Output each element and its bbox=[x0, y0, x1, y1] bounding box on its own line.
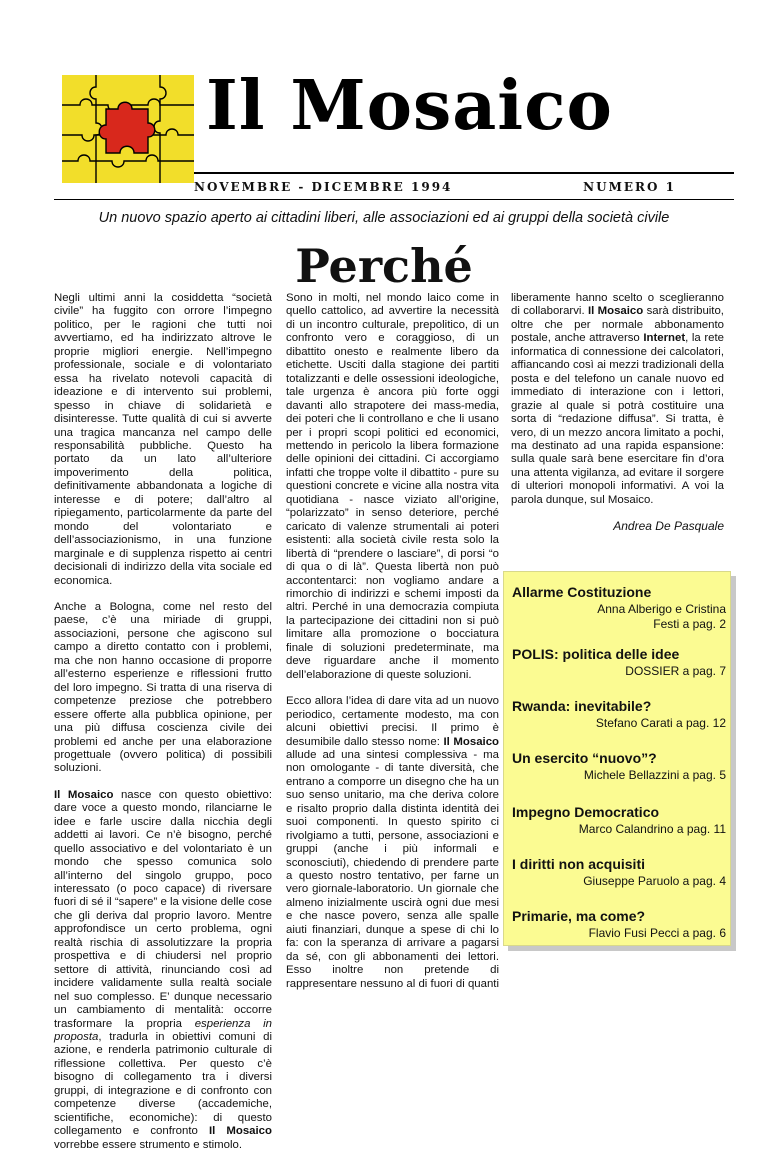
toc-item[interactable] bbox=[512, 698, 726, 731]
paragraph: Negli ultimi anni la cosiddetta “società civile” ha fuggito con orrore l’impegno politico, per le ragioni che tutti noi avvertiamo, ed ha indirizzato altrove le proprie migliori energie. Nell’impegno professionale, sociale e di volontariato essa ha rivelato notevoli capacità di ideazione e di intervento sui problemi, spesso in chiave di solidarietà e disinteresse. Tutte qualità di cui si avverte una tragica mancanza nel campo delle responsabilità pubbliche. Questo ha portato da un lato all’ulteriore impoverimento della politica, definitivamente abbandonata a logiche di interesse e di potere; dall’altro al ripiegamento, particolarmente da parte del mondo del volontariato e dell’associazionismo, in una funzione marginale e di supplenza rispetto ai centri decisionali di indirizzo della vita sociale ed economica. bbox=[54, 292, 272, 587]
tagline: Un nuovo spazio aperto ai cittadini liberi, alle associazioni ed ai gruppi della società civile bbox=[98, 210, 670, 226]
contents-box bbox=[503, 571, 731, 946]
toc-title: Rwanda: inevitabile? bbox=[512, 698, 652, 714]
toc-author: Giuseppe Paruolo a pag. 4 bbox=[583, 874, 726, 888]
toc-author: Stefano Carati a pag. 12 bbox=[595, 716, 726, 730]
masthead-rule-bottom bbox=[54, 199, 734, 200]
issue-number: NUMERO 1 bbox=[583, 180, 676, 194]
toc-author: Michele Bellazzini a pag. 5 bbox=[583, 768, 726, 782]
internet-term: Internet bbox=[643, 332, 686, 345]
paragraph: Ecco allora l’idea di dare vita ad un nuovo periodico, certamente modesto, ma con alcuni obiettivi precisi. Il primo è desumibile dallo stesso nome: Il Mosaico allude ad una sintesi complessiva - ma non omologante - di tante diversità, che entrano a comporre un disegno che ha un suo senso unitario, ma che deriva colore e risalto proprio dalla distinta identità dei suoi componenti. In questo spirito ci rivolgiamo a tutti, persone, associazioni e gruppi (anche i più informali e sconosciuti), chiedendo di prendere parte a questo nostro tentativo, per farne un vero giornale-laboratorio. Un giornale che almeno inizialmente uscirà ogni due mesi e che nasce povero, senza alle spalle aiuti finanziari, dunque a spese di chi lo fa: con la speranza di arrivare a pagarsi da sé, con gli abbonamenti dei lettori. Esso inoltre non pretende di rappresentare nessuno al di fuori di quanti liberamente hanno scelto o sceglieranno di collaborarvi. Il Mosaico sarà distribuito, oltre che per normale abbonamento postale, anche attraverso Internet, la rete informatica di connessione dei calcolatori, affiancando così ai mezzi tradizionali della posta e del telefono un canale nuovo ed immediato di interazione con i lettori, grazie al quale si potrà costituire una sorta di “redazione diffusa”. Si tratta, è vero, di un mezzo ancora limitato a pochi, ma destinato ad una rapida espansione: sulla quale sarà bene esercitare fin d’ora una attenta vigilanza, ad evitare il sorgere di ulteriori monopoli informativi. A voi la parola dunque, sul Mosaico. bbox=[286, 292, 724, 990]
issue-date: NOVEMBRE - DICEMBRE 1994 bbox=[194, 180, 453, 194]
toc-title: Allarme Costituzione bbox=[512, 584, 652, 600]
toc-title: Impegno Democratico bbox=[512, 804, 660, 820]
masthead-title: Il Mosaico bbox=[206, 66, 613, 146]
paragraph: Anche a Bologna, come nel resto del paese, c’è una miriade di gruppi, associazioni, persone che agiscono sul campo a diretto contatto con i problemi, ma che non hanno occasione di proporre all’esterno esperienze e riflessioni frutto del loro impegno. Si tratta di una riserva di competenze preziose che potrebbero essere offerte alla pubblica opinione, per una più diffusa coscienza civile dei problemi ed anche per una elaborazione progettuale (ovvero politica) di possibili soluzioni. bbox=[54, 600, 272, 775]
toc-author: Anna Alberigo e Cristina Festi a pag. 2 bbox=[597, 602, 726, 631]
toc-title: Primarie, ma come? bbox=[512, 908, 646, 924]
article-column-1 bbox=[54, 292, 272, 1165]
emphasis: esperienza in proposta bbox=[54, 1017, 273, 1044]
toc-item[interactable] bbox=[512, 856, 726, 889]
toc-item[interactable] bbox=[512, 908, 726, 941]
toc-title: Un esercito “nuovo”? bbox=[512, 750, 657, 766]
brand-name: Il Mosaico bbox=[208, 1125, 272, 1138]
puzzle-logo-icon bbox=[62, 75, 194, 183]
masthead-rule-top bbox=[194, 172, 734, 174]
article-author: Andrea De Pasquale bbox=[613, 519, 724, 534]
toc-item[interactable] bbox=[512, 646, 726, 679]
brand-name: Il Mosaico bbox=[587, 305, 644, 318]
toc-title: I diritti non acquisiti bbox=[512, 856, 645, 872]
toc-item[interactable] bbox=[512, 584, 726, 632]
brand-name: Il Mosaico bbox=[443, 735, 499, 748]
toc-title: POLIS: politica delle idee bbox=[512, 646, 680, 662]
paragraph: Il Mosaico nasce con questo obiettivo: dare voce a questo mondo, rilanciarne le idee e farle uscire dalla nicchia degli addetti ai lavori. Ce n’è bisogno, perché quello associativo e del volontariato è un mondo che spesso comunica solo all’interno del singolo gruppo, poco interessato (o poco capace) di riversare fuori di sé il “sapere” e la visione delle cose che gli deriva dal proprio lavoro. Mentre approfondisce un certo problema, ogni realtà rischia di assolutizzare la propria prospettiva e di chiudersi nel proprio settore di attività, rinunciando così ad incidere validamente sulla realtà sociale nel suo complesso. E’ dunque necessario un cambiamento di mentalità: occorre trasformare la propria esperienza in proposta, tradurla in obiettivi comuni di azione, e renderla patrimonio culturale di riflessione collettiva. Per questo c’è bisogno di collegamento tra i diversi gruppi, di integrazione e di confronto con competenze diverse (accademiche, scientifiche, economiche): di questo collegamento e confronto Il Mosaico vorrebbe essere strumento e stimolo. bbox=[54, 788, 273, 1151]
toc-item[interactable] bbox=[512, 804, 726, 837]
article-title: Perché bbox=[295, 239, 473, 293]
toc-author: DOSSIER a pag. 7 bbox=[625, 664, 726, 678]
toc-author: Flavio Fusi Pecci a pag. 6 bbox=[588, 926, 726, 940]
brand-name: Il Mosaico bbox=[54, 788, 114, 801]
paragraph: Sono in molti, nel mondo laico come in quello cattolico, ad avvertire la necessità di un incontro culturale, prepolitico, di un confronto vero e coraggioso, di un dibattito onesto e realmente libero da etichette. Usciti dalla stagione dei partiti totalizzanti e delle ossessioni ideologiche, tale urgenza è ancora più forte oggi davanti allo strapotere dei mass-media, dei poteri che li controllano e che li usano per i propri scopi politici ed economici, mettendo in pericolo la libera formazione delle opinioni dei cittadini. Ci accorgiamo infatti che troppe volte il dibattito - pure su questioni concrete e vicine alla nostra vita quotidiana - nasce viziato all’origine, “polarizzato” in senso deteriore, perché caricato di valenze strumentali ai poteri esistenti: alla società civile resta solo la libertà di “prendere o lasciare”, di porsi “o di qua o di là”. Questa libertà non può accontentarci: non vogliamo andare a rimorchio di indirizzi e schemi imposti da altri. Perché in una democrazia compiuta la partecipazione dei cittadini non si può limitare alla promozione o bocciatura finale di soluzioni predeterminate, ma deve riguardare anche il momento dell’elaborazione di queste soluzioni. bbox=[286, 292, 499, 681]
toc-author: Marco Calandrino a pag. 11 bbox=[578, 822, 726, 836]
red-puzzle-piece bbox=[99, 102, 155, 153]
toc-item[interactable] bbox=[512, 750, 726, 783]
